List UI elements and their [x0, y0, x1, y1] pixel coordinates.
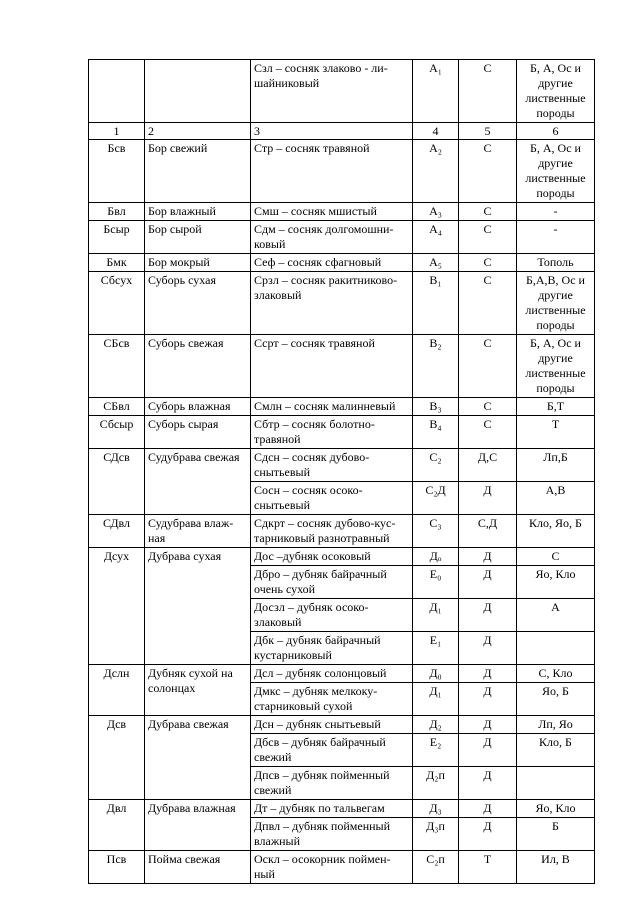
forest-type-name: Дубрава сухая: [145, 548, 251, 665]
table-row: [89, 221, 595, 254]
forest-association: Сеф – сосняк сфагновый: [251, 254, 413, 272]
forest-association: Смш – сосняк мшистый: [251, 203, 413, 221]
table-row: [89, 335, 595, 398]
column-number: 5: [459, 123, 517, 140]
forest-type-name: Дубрава влажная: [145, 800, 251, 851]
forest-type-name: Суборь свежая: [145, 335, 251, 398]
forest-association: Дмкс – дубняк мелкоку-старниковый сухой: [251, 683, 413, 716]
association-index: С₂: [413, 449, 459, 482]
table-row: [89, 140, 595, 203]
forest-type-code: СДсв: [89, 449, 145, 515]
forest-type-code: Сбсух: [89, 272, 145, 335]
main-species: С: [459, 203, 517, 221]
forest-association: Сосн – сосняк осоко-снытьевый: [251, 482, 413, 515]
associated-species: Тополь: [517, 254, 595, 272]
table-body: [89, 60, 595, 884]
forest-association: Ссрт – сосняк травяной: [251, 335, 413, 398]
main-species: Д: [459, 548, 517, 566]
forest-association: Сбтр – сосняк болотно-травяной: [251, 416, 413, 449]
associated-species: С, Кло: [517, 665, 595, 683]
forest-association: Дпсв – дубняк пойменный свежий: [251, 767, 413, 800]
forest-type-code: Бсыр: [89, 221, 145, 254]
forest-association: Дбк – дубняк байрачный кустарниковый: [251, 632, 413, 665]
forest-association: Сдкрт – сосняк дубово-кус-тарниковый разнотравный: [251, 515, 413, 548]
main-species: Д,С: [459, 449, 517, 482]
association-index: А₄: [413, 221, 459, 254]
associated-species: -: [517, 221, 595, 254]
association-index: Д₂: [413, 716, 459, 734]
forest-type-name: Суборь влажная: [145, 398, 251, 416]
table-row: [89, 203, 595, 221]
forest-type-name: Пойма свежая: [145, 851, 251, 884]
forest-association: Дбсв – дубняк байрачный свежий: [251, 734, 413, 767]
association-index: А₁: [413, 60, 459, 123]
forest-association: Стр – сосняк травяной: [251, 140, 413, 203]
forest-type-name: Бор свежий: [145, 140, 251, 203]
forest-type-code: СБвл: [89, 398, 145, 416]
associated-species: -: [517, 203, 595, 221]
forest-type-code: Псв: [89, 851, 145, 884]
forest-association: Досзл – дубняк осоко-злаковый: [251, 599, 413, 632]
forest-type-name: Суборь сухая: [145, 272, 251, 335]
main-species: Д: [459, 800, 517, 818]
column-number: 1: [89, 123, 145, 140]
forest-type-code: Бмк: [89, 254, 145, 272]
column-number: 6: [517, 123, 595, 140]
forest-association: Дт – дубняк по тальвегам: [251, 800, 413, 818]
forest-type-code: Бсв: [89, 140, 145, 203]
table-row: [89, 398, 595, 416]
association-index: С₃: [413, 515, 459, 548]
forest-type-name: Бор влажный: [145, 203, 251, 221]
main-species: С: [459, 272, 517, 335]
forest-association: Смлн – сосняк малинневый: [251, 398, 413, 416]
association-index: В₂: [413, 335, 459, 398]
column-number: 2: [145, 123, 251, 140]
main-species: С: [459, 254, 517, 272]
associated-species: Б, А, Ос и другие лиственные породы: [517, 335, 595, 398]
associated-species: Ил, В: [517, 851, 595, 884]
forest-type-code: [89, 60, 145, 123]
associated-species: Б: [517, 818, 595, 851]
associated-species: Кло, Б: [517, 734, 595, 767]
table-row: [89, 416, 595, 449]
main-species: Д: [459, 482, 517, 515]
forest-association: Сзл – сосняк злаково - ли-шайниковый: [251, 60, 413, 123]
main-species: С: [459, 416, 517, 449]
association-index: С₂Д: [413, 482, 459, 515]
main-species: Д: [459, 683, 517, 716]
association-index: Д₂п: [413, 767, 459, 800]
associated-species: Лп,Б: [517, 449, 595, 482]
table-row: [89, 665, 595, 683]
table-row: [89, 254, 595, 272]
association-index: Е₀: [413, 566, 459, 599]
table-row: [89, 515, 595, 548]
forest-association: Оскл – осокорник поймен-ный: [251, 851, 413, 884]
associated-species: Б, А, Ос и другие лиственные породы: [517, 60, 595, 123]
forest-type-name: [145, 60, 251, 123]
main-species: Д: [459, 665, 517, 683]
forest-type-name: Дубняк сухой на солонцах: [145, 665, 251, 716]
associated-species: Яо, Б: [517, 683, 595, 716]
association-index: С₂п: [413, 851, 459, 884]
main-species: С: [459, 221, 517, 254]
associated-species: А,В: [517, 482, 595, 515]
main-species: С: [459, 335, 517, 398]
associated-species: Кло, Яо, Б: [517, 515, 595, 548]
forest-type-code: Двл: [89, 800, 145, 851]
association-index: А₂: [413, 140, 459, 203]
forest-type-code: Бвл: [89, 203, 145, 221]
forest-type-code: Дсух: [89, 548, 145, 665]
association-index: Д₁: [413, 599, 459, 632]
forest-type-name: Судубрава свежая: [145, 449, 251, 515]
table-row: [89, 449, 595, 482]
association-index: В₃: [413, 398, 459, 416]
table-row: [89, 272, 595, 335]
associated-species: [517, 632, 595, 665]
forest-association: Дпвл – дубняк пойменный влажный: [251, 818, 413, 851]
associated-species: Т: [517, 416, 595, 449]
column-number: 3: [251, 123, 413, 140]
association-index: В₄: [413, 416, 459, 449]
forest-association: Дсл – дубняк солонцовый: [251, 665, 413, 683]
main-species: С: [459, 60, 517, 123]
association-index: Е₂: [413, 734, 459, 767]
associated-species: Яо, Кло: [517, 800, 595, 818]
associated-species: С: [517, 548, 595, 566]
forest-association: Срзл – сосняк ракитниково-злаковый: [251, 272, 413, 335]
association-index: В₁: [413, 272, 459, 335]
forest-association: Сдсн – сосняк дубово-снытьевый: [251, 449, 413, 482]
main-species: С: [459, 140, 517, 203]
main-species: Д: [459, 716, 517, 734]
main-species: Д: [459, 632, 517, 665]
table-row: [89, 851, 595, 884]
forest-type-code: СДвл: [89, 515, 145, 548]
association-index: Дₒ: [413, 548, 459, 566]
table-row: [89, 716, 595, 734]
forest-type-name: Бор мокрый: [145, 254, 251, 272]
associated-species: Б,Т: [517, 398, 595, 416]
forest-type-code: Дсв: [89, 716, 145, 800]
column-number: 4: [413, 123, 459, 140]
column-number-row: [89, 123, 595, 140]
main-species: Д: [459, 566, 517, 599]
forest-type-code: Дслн: [89, 665, 145, 716]
forest-type-name: Бор сырой: [145, 221, 251, 254]
main-species: С: [459, 398, 517, 416]
associated-species: Б,А,В, Ос и другие лиственные породы: [517, 272, 595, 335]
forest-types-table: [88, 59, 595, 884]
associated-species: А: [517, 599, 595, 632]
association-index: А₅: [413, 254, 459, 272]
forest-association: Дос –дубняк осоковый: [251, 548, 413, 566]
forest-type-code: Сбсыр: [89, 416, 145, 449]
association-index: Д₀: [413, 665, 459, 683]
association-index: А₃: [413, 203, 459, 221]
association-index: Д₃п: [413, 818, 459, 851]
association-index: Е₁: [413, 632, 459, 665]
forest-association: Сдм – сосняк долгомошни-ковый: [251, 221, 413, 254]
main-species: Д: [459, 767, 517, 800]
associated-species: Яо, Кло: [517, 566, 595, 599]
forest-type-code: СБсв: [89, 335, 145, 398]
associated-species: Б, А, Ос и другие лиственные породы: [517, 140, 595, 203]
forest-association: Дсн – дубняк снытьевый: [251, 716, 413, 734]
associated-species: Лп, Яо: [517, 716, 595, 734]
forest-type-name: Суборь сырая: [145, 416, 251, 449]
main-species: Т: [459, 851, 517, 884]
main-species: Д: [459, 599, 517, 632]
table-row: [89, 800, 595, 818]
associated-species: [517, 767, 595, 800]
forest-type-name: Дубрава свежая: [145, 716, 251, 800]
table-row: [89, 548, 595, 566]
main-species: С,Д: [459, 515, 517, 548]
forest-association: Дбро – дубняк байрачный очень сухой: [251, 566, 413, 599]
association-index: Д₃: [413, 800, 459, 818]
table-row: [89, 60, 595, 123]
association-index: Д₁: [413, 683, 459, 716]
forest-type-name: Судубрава влаж-ная: [145, 515, 251, 548]
main-species: Д: [459, 818, 517, 851]
main-species: Д: [459, 734, 517, 767]
